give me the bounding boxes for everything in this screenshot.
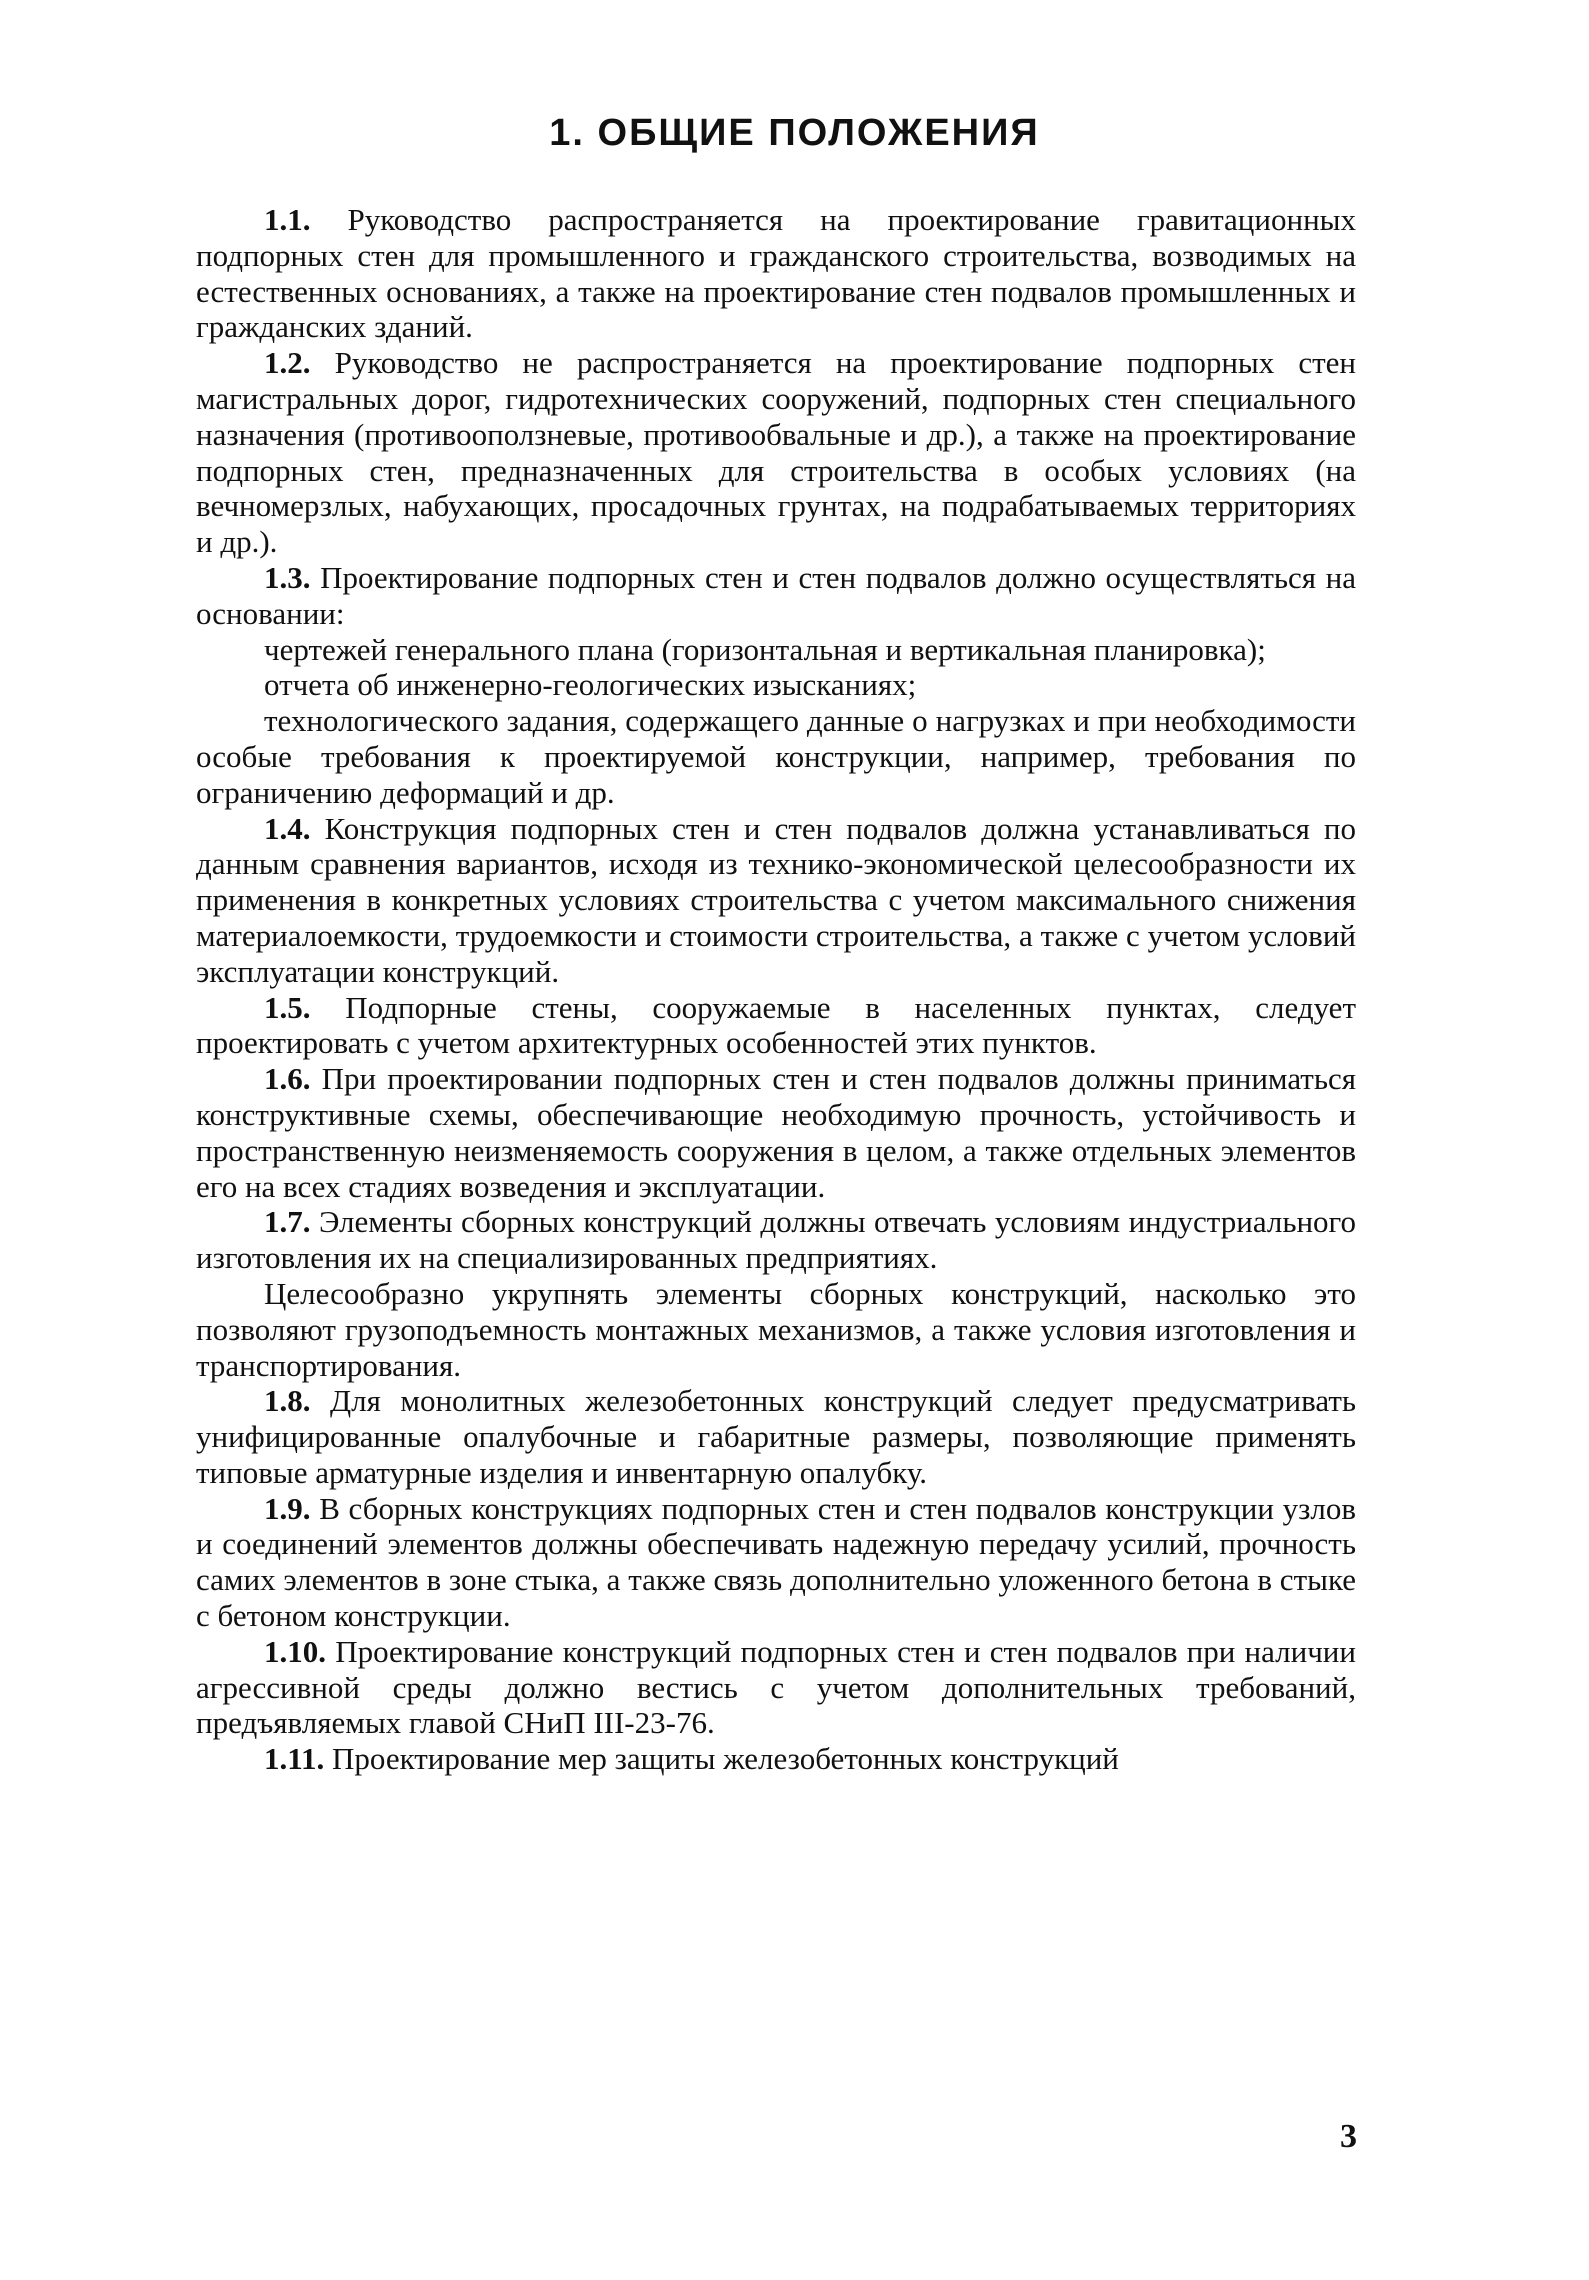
paragraph-text: Целесообразно укрупнять элементы сборных конструкций, насколько это позволяют грузоподъемность монтажных механизмов, а также условия изготовления и транспортирования. bbox=[196, 1275, 1356, 1383]
paragraph-text: В сборных конструкциях подпорных стен и стен подвалов конструкции узлов и соединений элементов должны обеспечивать надежную передачу усилий, прочность самих элементов в зоне стыка, а также связь дополнительно уложенного бетона в стыке с бетоном конструкции. bbox=[196, 1490, 1356, 1634]
paragraph-1-8 bbox=[196, 1383, 1356, 1490]
paragraph-number: 1.1. bbox=[264, 202, 311, 237]
paragraph-1-2 bbox=[196, 345, 1356, 560]
paragraph-number: 1.8. bbox=[264, 1383, 311, 1419]
paragraph-1-3 bbox=[196, 560, 1356, 632]
section-title: 1. ОБЩИЕ ПОЛОЖЕНИЯ bbox=[549, 112, 1040, 154]
paragraph-number: 1.4. bbox=[264, 810, 311, 846]
paragraph-1-6 bbox=[196, 1061, 1356, 1204]
paragraph-1-11 bbox=[196, 1741, 1356, 1777]
paragraph-text: отчета об инженерно-геологических изысканиях; bbox=[264, 667, 917, 703]
paragraph-text: чертежей генерального плана (горизонтальная и вертикальная планировка); bbox=[264, 631, 1266, 667]
paragraph-text: технологического задания, содержащего данные о нагрузках и при необходимости особые требования к проектируемой конструкции, например, требования по ограничению деформаций и др. bbox=[196, 703, 1356, 810]
paragraph-number: 1.9. bbox=[264, 1490, 311, 1526]
paragraph-text: Элементы сборных конструкций должны отвечать условиям индустриального изготовления их на специализированных предприятиях. bbox=[196, 1204, 1356, 1276]
paragraph-1-5 bbox=[196, 990, 1356, 1062]
list-item-general-plan bbox=[196, 632, 1356, 668]
paragraph-text: Проектирование подпорных стен и стен подвалов должно осуществляться на основании: bbox=[196, 559, 1356, 631]
paragraph-text: Руководство распространяется на проектирование гравитационных подпорных стен для промышленного и гражданского строительства, возводимых на естественных основаниях, а также на проектирование стен подвалов промышленных и гражданских зданий. bbox=[196, 202, 1356, 345]
paragraph-text: Для монолитных железобетонных конструкций следует предусматривать унифицированные опалубочные и габаритные размеры, позволяющие применять типовые арматурные изделия и инвентарную опалубку. bbox=[196, 1383, 1356, 1490]
list-item-technology-task bbox=[196, 703, 1356, 810]
paragraph-1-7 bbox=[196, 1204, 1356, 1276]
paragraph-1-4 bbox=[196, 811, 1356, 990]
document-body bbox=[196, 202, 1356, 1777]
paragraph-text: Подпорные стены, сооружаемые в населенных пунктах, следует проектировать с учетом архитектурных особенностей этих пунктов. bbox=[196, 989, 1356, 1061]
paragraph-1-10 bbox=[196, 1634, 1356, 1741]
paragraph-text: Проектирование конструкций подпорных стен и стен подвалов при наличии агрессивной среды должно вестись с учетом дополнительных требований, предъявляемых главой СНиП III-23-76. bbox=[196, 1633, 1356, 1741]
paragraph-number: 1.5. bbox=[264, 989, 311, 1025]
paragraph-number: 1.6. bbox=[264, 1061, 311, 1097]
paragraph-number: 1.10. bbox=[264, 1633, 326, 1669]
page-number: 3 bbox=[1340, 2118, 1357, 2155]
paragraph-text: Конструкция подпорных стен и стен подвалов должна устанавливаться по данным сравнения вариантов, исходя из технико-экономической целесообразности их применения в конкретных условиях строительства с учетом максимального снижения материалоемкости, трудоемкости и стоимости строительства, а также с учетом условий эксплуатации конструкций. bbox=[196, 810, 1356, 989]
paragraph-text: Руководство не распространяется на проектирование подпорных стен магистральных дорог, гидротехнических сооружений, подпорных стен специального назначения (противооползневые, противообвальные и др.), а также на проектирование подпорных стен, предназначенных для строительства в особых условиях (на вечномерзлых, набухающих, просадочных грунтах, на подрабатываемых территориях и др.). bbox=[196, 345, 1356, 560]
paragraph-1-9 bbox=[196, 1491, 1356, 1634]
list-item-geology-report bbox=[196, 667, 1356, 703]
paragraph-text: Проектирование мер защиты железобетонных конструкций bbox=[324, 1741, 1119, 1777]
paragraph-text: При проектировании подпорных стен и стен подвалов должны приниматься конструктивные схемы, обеспечивающие необходимую прочность, устойчивость и пространственную неизменяемость сооружения в целом, а также отдельных элементов его на всех стадиях возведения и эксплуатации. bbox=[196, 1061, 1356, 1204]
paragraph-number: 1.11. bbox=[264, 1741, 325, 1777]
paragraph-number: 1.2. bbox=[264, 345, 311, 381]
paragraph-number: 1.7. bbox=[264, 1204, 311, 1240]
paragraph-number: 1.3. bbox=[264, 559, 311, 595]
paragraph-1-7-continued bbox=[196, 1276, 1356, 1383]
paragraph-1-1 bbox=[196, 202, 1356, 345]
